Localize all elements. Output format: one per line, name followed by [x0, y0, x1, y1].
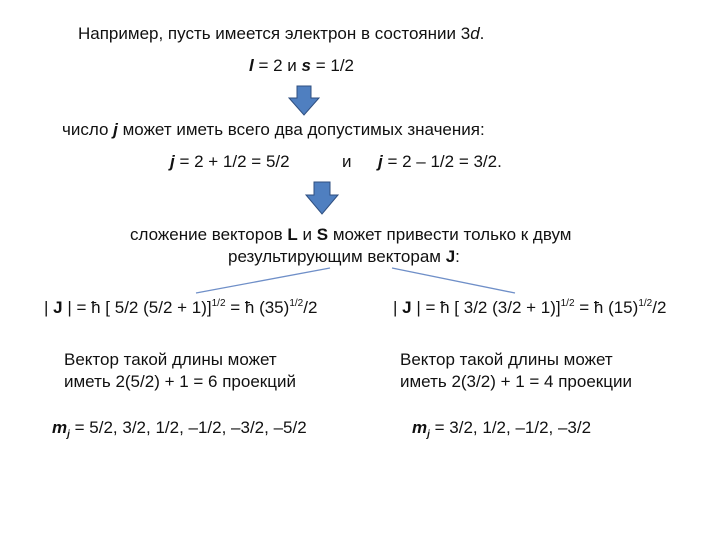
- vec-text-b: и: [297, 225, 317, 244]
- right-exp-2: 1/2: [638, 298, 653, 309]
- left-magnitude: [44, 298, 317, 318]
- right-J: J: [402, 298, 412, 317]
- right-mag-b: | = ħ [ 3/2 (3/2 + 1)]: [411, 298, 561, 317]
- left-mag-c: = ħ (35): [225, 298, 290, 317]
- branch-line-left: [196, 268, 330, 293]
- vec2-text-b: :: [455, 247, 460, 266]
- left-J: J: [53, 298, 63, 317]
- intro-end: .: [479, 24, 485, 43]
- right-magnitude: [393, 298, 666, 318]
- j-count-post: может иметь всего два допустимых значения:: [117, 120, 485, 139]
- right-projections-1: Вектор такой длины может: [400, 350, 613, 369]
- right-mj-m: m: [412, 418, 428, 437]
- left-exp-1: 1/2: [211, 298, 226, 309]
- L-vector: L: [287, 225, 298, 244]
- right-mag-d: /2: [652, 298, 667, 317]
- right-mj-sub: j: [427, 429, 430, 440]
- l-symbol: l: [249, 56, 254, 75]
- left-mag-b: | = ħ [ 5/2 (5/2 + 1)]: [62, 298, 212, 317]
- s-value: = 1/2: [310, 56, 354, 75]
- left-projections-2: иметь 2(5/2) + 1 = 6 проекций: [64, 372, 296, 391]
- left-mj-values: [52, 418, 307, 438]
- j-symbol: j: [113, 120, 118, 139]
- right-projections-2: иметь 2(3/2) + 1 = 4 проекции: [400, 372, 632, 391]
- left-exp-2: 1/2: [289, 298, 304, 309]
- intro-text: Например, пусть имеется электрон в состоянии 3: [78, 24, 471, 43]
- j2-symbol: j: [378, 152, 383, 171]
- left-mj-list: = 5/2, 3/2, 1/2, –1/2, –3/2, –5/2: [69, 418, 307, 437]
- right-mj-values: [412, 418, 591, 438]
- j2-value: = 2 – 1/2 = 3/2.: [382, 152, 502, 171]
- left-projections-1: Вектор такой длины может: [64, 350, 277, 369]
- j-count-pre: число: [62, 120, 114, 139]
- j1-value: = 2 + 1/2 = 5/2: [174, 152, 290, 171]
- j1-symbol: j: [170, 152, 175, 171]
- branch-line-right: [392, 268, 515, 293]
- right-mag-c: = ħ (15): [574, 298, 639, 317]
- and-word: и: [342, 152, 352, 171]
- vec-text-c: может привести только к двум: [328, 225, 572, 244]
- vec2-text-a: результирующим векторам: [228, 247, 446, 266]
- vec-text-a: сложение векторов: [130, 225, 288, 244]
- left-mj-sub: j: [67, 429, 70, 440]
- intro-d-symbol: d: [470, 24, 480, 43]
- J-vector: J: [445, 247, 456, 266]
- s-symbol: s: [301, 56, 311, 75]
- right-mag-a: |: [393, 298, 403, 317]
- left-mag-d: /2: [303, 298, 318, 317]
- S-vector: S: [316, 225, 329, 244]
- l-value: = 2 и: [253, 56, 302, 75]
- left-mag-a: |: [44, 298, 54, 317]
- right-exp-1: 1/2: [560, 298, 575, 309]
- left-mj-m: m: [52, 418, 68, 437]
- right-mj-list: = 3/2, 1/2, –1/2, –3/2: [429, 418, 592, 437]
